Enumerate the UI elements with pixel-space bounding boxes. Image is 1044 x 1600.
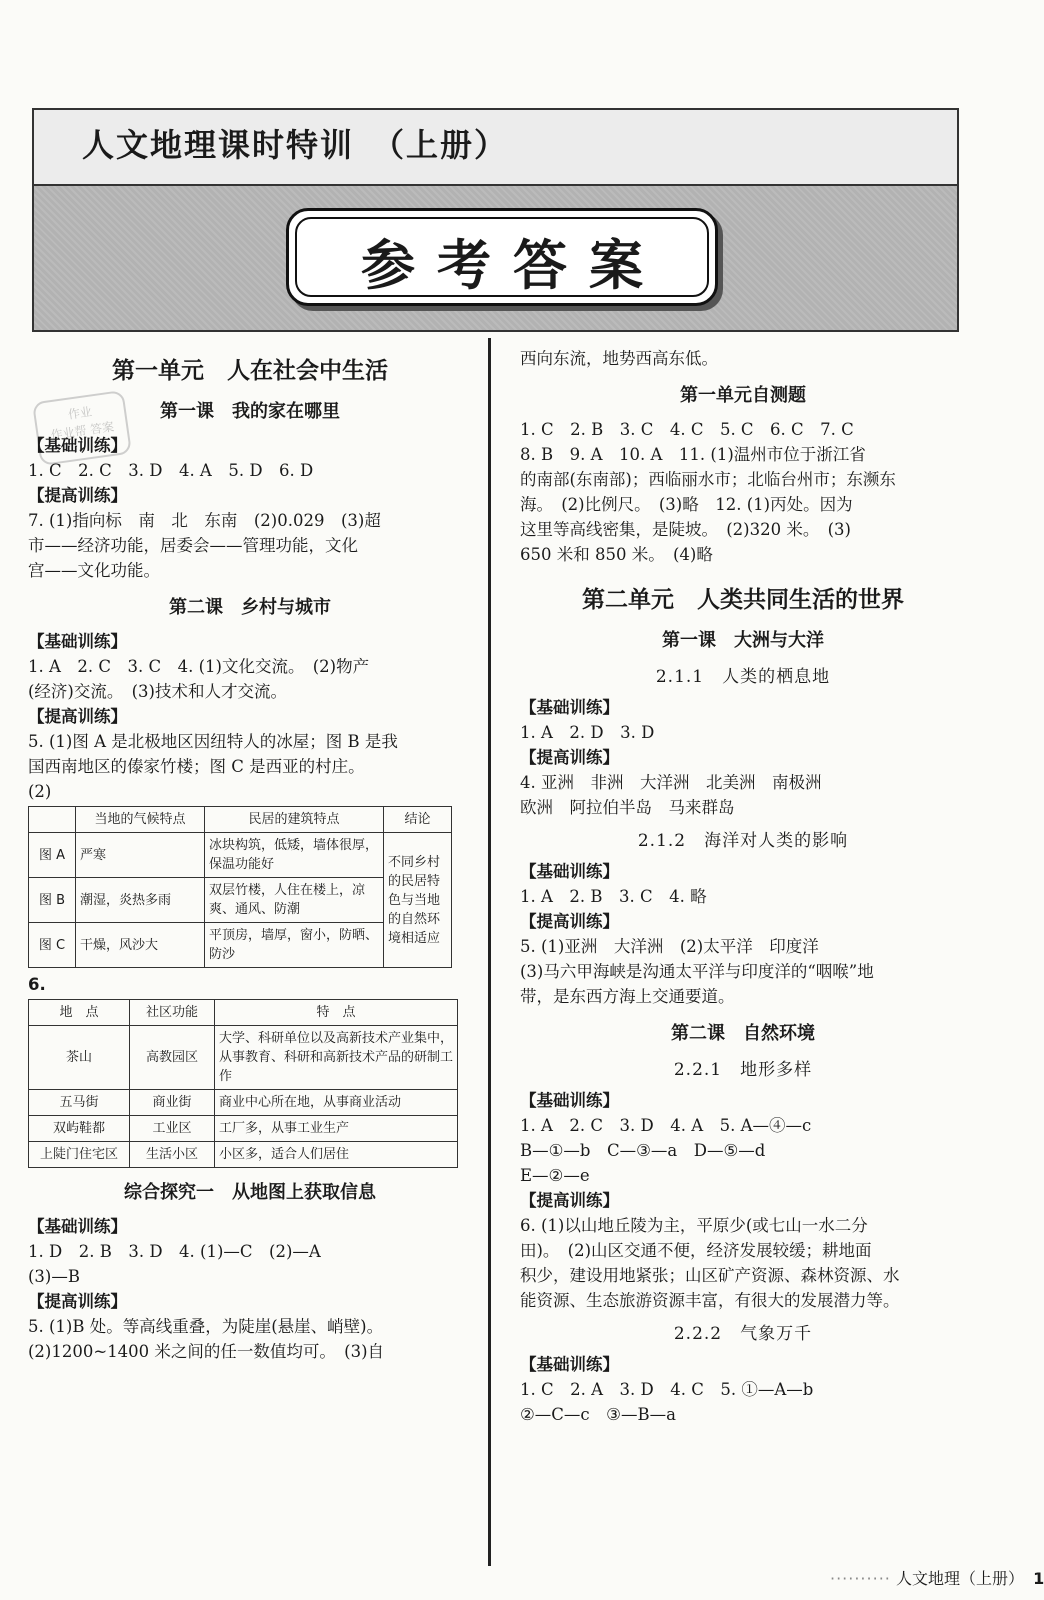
answer-line: 1. D 2. B 3. D 4. (1)—C (2)—A — [28, 1242, 321, 1261]
answer-line: 4. 亚洲 非洲 大洋洲 北美洲 南极洲 — [520, 773, 822, 792]
section-basic: 【基础训练】 — [520, 1091, 619, 1110]
table-header-cell: 地 点 — [29, 1000, 130, 1026]
subsection-heading: 2.1.1 人类的栖息地 — [655, 667, 831, 687]
answer-line: (3)马六甲海峡是沟通太平洋与印度洋的“咽喉”地 — [520, 962, 874, 981]
section-advanced: 【提高训练】 — [28, 486, 127, 505]
table-cell: 图 A — [29, 833, 76, 878]
answer-line: 的南部(东南部)；西临丽水市；北临台州市；东濒东 — [520, 470, 896, 489]
section-advanced: 【提高训练】 — [520, 1191, 619, 1210]
stamp-line-1: 作业 — [67, 404, 93, 422]
subsection-heading: 2.2.2 气象万千 — [673, 1324, 813, 1344]
page-footer — [830, 1566, 1044, 1589]
table-row — [29, 1116, 458, 1142]
answer-line: 国西南地区的傣家竹楼；图 C 是西亚的村庄。 — [28, 757, 365, 776]
section-basic: 【基础训练】 — [520, 1355, 619, 1374]
answer-line: 带，是东西方海上交通要道。 — [520, 987, 735, 1006]
banner-title: 参考答案 — [361, 234, 665, 297]
stamp-line-2: 作业帮 答案 — [49, 419, 115, 443]
section-basic: 【基础训练】 — [28, 1217, 127, 1236]
answer-line: 1. C 2. B 3. C 4. C 5. C 6. C 7. C — [520, 420, 854, 439]
table-cell: 茶山 — [29, 1026, 130, 1090]
answer-line: B—①—b C—③—a D—⑤—d — [520, 1141, 766, 1160]
answer-line: (3)—B — [28, 1267, 80, 1286]
answer-line: 这里等高线密集，是陡坡。 (2)320 米。 (3) — [520, 520, 851, 539]
table-cell: 商业中心所在地，从事商业活动 — [215, 1090, 458, 1116]
table-header-cell: 当地的气候特点 — [76, 807, 205, 833]
answer-line: 1. A 2. B 3. C 4. 略 — [520, 887, 707, 906]
table-header-row — [29, 1000, 458, 1026]
table-header-cell: 民居的建筑特点 — [205, 807, 384, 833]
table-cell: 工厂多，从事工业生产 — [215, 1116, 458, 1142]
table-row — [29, 1142, 458, 1168]
unit-1-heading: 第一单元 人在社会中生活 — [112, 358, 388, 384]
section-advanced: 【提高训练】 — [28, 1292, 127, 1311]
answer-line: (经济)交流。 (3)技术和人才交流。 — [28, 682, 287, 701]
table-cell: 平顶房，墙厚，窗小，防晒、防沙 — [205, 923, 384, 968]
answer-line: 6. (1)以山地丘陵为主，平原少(或七山一水二分 — [520, 1216, 868, 1235]
lesson-1-heading: 第一课 大洲与大洋 — [662, 630, 824, 651]
footer-label: 人文地理（上册） — [895, 1569, 1024, 1588]
answer-line: 海。 (2)比例尺。 (3)略 12. (1)丙处。因为 — [520, 495, 853, 514]
answer-line: 5. (1)亚洲 大洋洲 (2)太平洋 印度洋 — [520, 937, 819, 956]
table-header-cell: 特 点 — [215, 1000, 458, 1026]
page-number: 1 — [1033, 1569, 1044, 1588]
lesson-2-heading: 第二课 自然环境 — [671, 1023, 815, 1044]
subsection-heading: 2.1.2 海洋对人类的影响 — [637, 831, 849, 851]
answer-line: 1. C 2. C 3. D 4. A 5. D 6. D — [28, 461, 314, 480]
table-cell: 工业区 — [130, 1116, 215, 1142]
table-row — [29, 1090, 458, 1116]
section-basic: 【基础训练】 — [520, 862, 619, 881]
footer-dots: ·········· — [830, 1569, 891, 1588]
answer-line: 西向东流，地势西高东低。 — [520, 349, 718, 368]
answer-line: 能资源、生态旅游资源丰富，有很大的发展潜力等。 — [520, 1291, 900, 1310]
table-cell: 双层竹楼，人住在楼上，凉爽、通风、防潮 — [205, 878, 384, 923]
answer-line: 8. B 9. A 10. A 11. (1)温州市位于浙江省 — [520, 445, 866, 464]
header-banner-area — [34, 186, 957, 330]
table-cell: 图 B — [29, 878, 76, 923]
answer-line: ②—C—c ③—B—a — [520, 1405, 676, 1424]
answer-line: E—②—e — [520, 1166, 590, 1185]
answer-line: (2)1200~1400 米之间的任一数值均可。 (3)自 — [28, 1342, 385, 1361]
section-basic: 【基础训练】 — [28, 436, 127, 455]
table-row — [29, 833, 452, 878]
answer-line: 1. A 2. D 3. D — [520, 723, 655, 742]
table-cell: 商业街 — [130, 1090, 215, 1116]
table-header-cell: 结论 — [384, 807, 452, 833]
answer-line: 1. A 2. C 3. D 4. A 5. A—④—c — [520, 1116, 812, 1135]
answer-line: 欧洲 阿拉伯半岛 马来群岛 — [520, 798, 735, 817]
subsection-heading: 2.2.1 地形多样 — [673, 1060, 813, 1080]
table-cell: 五马街 — [29, 1090, 130, 1116]
section-advanced: 【提高训练】 — [520, 748, 619, 767]
lesson-2-heading: 第二课 乡村与城市 — [169, 597, 331, 618]
table-cell: 冰块构筑，低矮，墙体很厚，保温功能好 — [205, 833, 384, 878]
column-divider — [488, 338, 491, 1566]
table-cell: 潮湿，炎热多雨 — [76, 878, 205, 923]
right-column — [520, 346, 966, 1427]
table-conclusion-cell: 不同乡村的民居特色与当地的自然环境相适应 — [384, 833, 452, 968]
table-cell: 小区多，适合人们居住 — [215, 1142, 458, 1168]
table-cell: 双屿鞋都 — [29, 1116, 130, 1142]
answer-line: 1. C 2. A 3. D 4. C 5. ①—A—b — [520, 1380, 814, 1399]
table-header-row — [29, 807, 452, 833]
answer-line: 田)。 (2)山区交通不便，经济发展较缓；耕地面 — [520, 1241, 872, 1260]
answer-line: 5. (1)图 A 是北极地区因纽特人的冰屋；图 B 是我 — [28, 732, 398, 751]
table-row — [29, 1026, 458, 1090]
header-title-bar — [34, 110, 957, 186]
book-title: 人文地理课时特训 （上册） — [82, 126, 509, 164]
community-table — [28, 999, 458, 1168]
answer-line: 1. A 2. C 3. C 4. (1)文化交流。 (2)物产 — [28, 657, 370, 676]
table-header-cell — [29, 807, 76, 833]
section-basic: 【基础训练】 — [28, 632, 127, 651]
table-cell: 高教园区 — [130, 1026, 215, 1090]
answer-line: 7. (1)指向标 南 北 东南 (2)0.029 (3)超 — [28, 511, 381, 530]
answer-line: 5. (1)B 处。等高线重叠，为陡崖(悬崖、峭壁)。 — [28, 1317, 384, 1336]
unit-1-test-heading: 第一单元自测题 — [680, 385, 806, 406]
question-6-label: 6. — [28, 975, 46, 994]
table-cell: 干燥，风沙大 — [76, 923, 205, 968]
lesson-1-heading: 第一课 我的家在哪里 — [160, 401, 340, 422]
table-cell: 严寒 — [76, 833, 205, 878]
left-column — [28, 346, 472, 1364]
table-cell: 图 C — [29, 923, 76, 968]
unit-2-heading: 第二单元 人类共同生活的世界 — [582, 587, 904, 613]
header-box — [32, 108, 959, 332]
section-basic: 【基础训练】 — [520, 698, 619, 717]
answer-line: 市——经济功能，居委会——管理功能，文化 — [28, 536, 358, 555]
table-header-cell: 社区功能 — [130, 1000, 215, 1026]
section-advanced: 【提高训练】 — [520, 912, 619, 931]
explore-1-heading: 综合探究一 从地图上获取信息 — [124, 1182, 376, 1203]
answer-banner — [286, 208, 718, 306]
answer-line: (2) — [28, 782, 52, 801]
answer-line: 宫——文化功能。 — [28, 561, 160, 580]
table-cell: 上陡门住宅区 — [29, 1142, 130, 1168]
section-advanced: 【提高训练】 — [28, 707, 127, 726]
table-cell: 生活小区 — [130, 1142, 215, 1168]
answer-line: 650 米和 850 米。 (4)略 — [520, 545, 713, 564]
table-cell: 大学、科研单位以及高新技术产业集中，从事教育、科研和高新技术产品的研制工作 — [215, 1026, 458, 1090]
answer-line: 积少，建设用地紧张；山区矿产资源、森林资源、水 — [520, 1266, 900, 1285]
housing-table — [28, 806, 452, 968]
